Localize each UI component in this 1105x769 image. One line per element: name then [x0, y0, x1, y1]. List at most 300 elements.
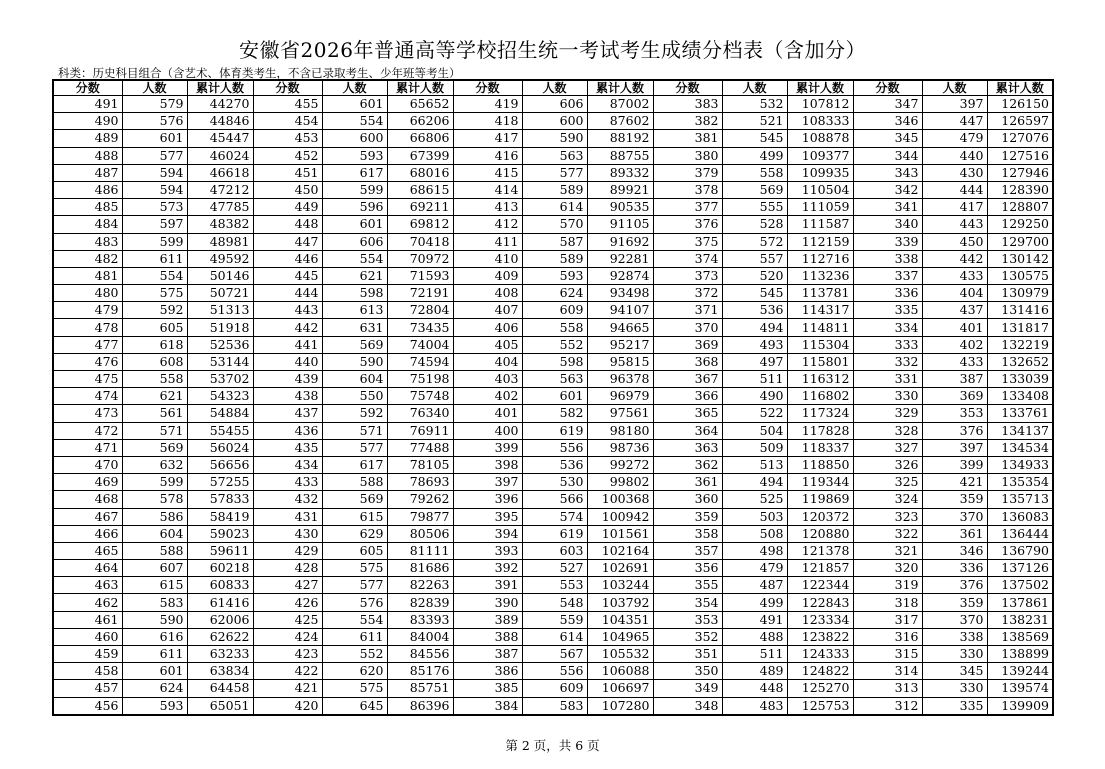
table-cell: 139574	[987, 680, 1053, 697]
table-row	[53, 371, 1053, 388]
table-cell: 81111	[387, 542, 453, 559]
table-cell: 574	[522, 508, 587, 525]
table-cell: 117324	[787, 405, 853, 422]
table-cell: 618	[122, 336, 187, 353]
table-cell: 48981	[187, 233, 253, 250]
table-cell: 330	[853, 388, 922, 405]
table-row	[53, 353, 1053, 370]
table-cell: 563	[522, 371, 587, 388]
table-cell: 416	[453, 147, 522, 164]
table-cell: 464	[53, 560, 122, 577]
table-cell: 359	[922, 594, 987, 611]
table-cell: 107812	[787, 96, 853, 113]
table-cell: 457	[53, 680, 122, 697]
table-cell: 133761	[987, 405, 1053, 422]
table-row	[53, 542, 1053, 559]
table-cell: 119344	[787, 474, 853, 491]
table-cell: 328	[853, 422, 922, 439]
table-cell: 112159	[787, 233, 853, 250]
table-cell: 44270	[187, 96, 253, 113]
table-cell: 50146	[187, 267, 253, 284]
table-cell: 621	[122, 388, 187, 405]
table-cell: 330	[922, 680, 987, 697]
table-cell: 136083	[987, 508, 1053, 525]
table-cell: 361	[922, 525, 987, 542]
table-cell: 70972	[387, 250, 453, 267]
column-header: 分数	[853, 80, 922, 96]
table-cell: 56656	[187, 456, 253, 473]
table-cell: 95815	[587, 353, 653, 370]
table-cell: 415	[453, 164, 522, 181]
column-header: 人数	[322, 80, 387, 96]
table-cell: 615	[122, 577, 187, 594]
table-cell: 115801	[787, 353, 853, 370]
table-cell: 136444	[987, 525, 1053, 542]
table-cell: 329	[853, 405, 922, 422]
table-cell: 330	[922, 646, 987, 663]
table-cell: 334	[853, 319, 922, 336]
table-cell: 102691	[587, 560, 653, 577]
table-cell: 133039	[987, 371, 1053, 388]
table-cell: 462	[53, 594, 122, 611]
table-cell: 624	[522, 285, 587, 302]
table-cell: 399	[453, 439, 522, 456]
table-cell: 46024	[187, 147, 253, 164]
table-cell: 110504	[787, 181, 853, 198]
table-cell: 87002	[587, 96, 653, 113]
table-cell: 578	[122, 491, 187, 508]
table-cell: 54323	[187, 388, 253, 405]
table-cell: 466	[53, 525, 122, 542]
table-cell: 545	[722, 130, 787, 147]
table-cell: 617	[322, 456, 387, 473]
table-cell: 66206	[387, 113, 453, 130]
table-cell: 603	[522, 542, 587, 559]
table-cell: 405	[453, 336, 522, 353]
page-title: 安徽省2026年普通高等学校招生统一考试考生成绩分档表（含加分）	[239, 38, 866, 62]
table-cell: 536	[722, 302, 787, 319]
table-cell: 119869	[787, 491, 853, 508]
table-row	[53, 628, 1053, 645]
table-cell: 369	[922, 388, 987, 405]
table-cell: 572	[722, 233, 787, 250]
table-cell: 597	[122, 216, 187, 233]
table-cell: 361	[653, 474, 722, 491]
table-row	[53, 491, 1053, 508]
table-cell: 521	[722, 113, 787, 130]
table-cell: 131817	[987, 319, 1053, 336]
table-cell: 134534	[987, 439, 1053, 456]
table-cell: 489	[53, 130, 122, 147]
table-cell: 571	[122, 422, 187, 439]
table-cell: 349	[653, 680, 722, 697]
table-cell: 491	[53, 96, 122, 113]
table-cell: 488	[722, 628, 787, 645]
table-cell: 76911	[387, 422, 453, 439]
table-row	[53, 181, 1053, 198]
table-cell: 391	[453, 577, 522, 594]
table-cell: 333	[853, 336, 922, 353]
table-row	[53, 96, 1053, 113]
table-cell: 87602	[587, 113, 653, 130]
table-cell: 374	[653, 250, 722, 267]
table-cell: 52536	[187, 336, 253, 353]
table-cell: 632	[122, 456, 187, 473]
table-cell: 114811	[787, 319, 853, 336]
table-cell: 370	[922, 611, 987, 628]
table-cell: 130979	[987, 285, 1053, 302]
table-cell: 561	[122, 405, 187, 422]
table-cell: 118850	[787, 456, 853, 473]
table-cell: 48382	[187, 216, 253, 233]
table-cell: 108333	[787, 113, 853, 130]
table-cell: 94665	[587, 319, 653, 336]
table-cell: 315	[853, 646, 922, 663]
table-cell: 454	[253, 113, 322, 130]
table-cell: 133408	[987, 388, 1053, 405]
table-cell: 85176	[387, 663, 453, 680]
table-cell: 117828	[787, 422, 853, 439]
table-cell: 348	[653, 697, 722, 715]
table-cell: 554	[122, 267, 187, 284]
table-cell: 121857	[787, 560, 853, 577]
table-cell: 327	[853, 439, 922, 456]
table-cell: 590	[522, 130, 587, 147]
table-cell: 569	[722, 181, 787, 198]
table-cell: 403	[453, 371, 522, 388]
table-cell: 445	[253, 267, 322, 284]
table-cell: 342	[853, 181, 922, 198]
table-cell: 138899	[987, 646, 1053, 663]
table-cell: 390	[453, 594, 522, 611]
table-cell: 601	[322, 216, 387, 233]
table-cell: 321	[853, 542, 922, 559]
table-cell: 63233	[187, 646, 253, 663]
table-row	[53, 577, 1053, 594]
table-cell: 482	[53, 250, 122, 267]
table-cell: 68016	[387, 164, 453, 181]
table-cell: 434	[253, 456, 322, 473]
table-cell: 433	[922, 353, 987, 370]
table-cell: 121378	[787, 542, 853, 559]
table-cell: 397	[453, 474, 522, 491]
table-cell: 490	[722, 388, 787, 405]
table-cell: 446	[253, 250, 322, 267]
table-cell: 399	[922, 456, 987, 473]
table-row	[53, 319, 1053, 336]
table-cell: 325	[853, 474, 922, 491]
table-cell: 590	[322, 353, 387, 370]
table-cell: 314	[853, 663, 922, 680]
table-cell: 77488	[387, 439, 453, 456]
table-cell: 522	[722, 405, 787, 422]
table-cell: 435	[253, 439, 322, 456]
table-cell: 57833	[187, 491, 253, 508]
table-cell: 367	[653, 371, 722, 388]
table-cell: 96378	[587, 371, 653, 388]
table-cell: 511	[722, 646, 787, 663]
table-cell: 579	[122, 96, 187, 113]
table-cell: 398	[453, 456, 522, 473]
table-cell: 137502	[987, 577, 1053, 594]
table-cell: 79877	[387, 508, 453, 525]
table-cell: 448	[253, 216, 322, 233]
table-cell: 573	[122, 199, 187, 216]
table-cell: 376	[922, 422, 987, 439]
table-cell: 125270	[787, 680, 853, 697]
table-cell: 607	[122, 560, 187, 577]
table-cell: 402	[922, 336, 987, 353]
table-cell: 483	[53, 233, 122, 250]
table-cell: 417	[922, 199, 987, 216]
table-cell: 44846	[187, 113, 253, 130]
table-cell: 614	[522, 628, 587, 645]
table-cell: 75198	[387, 371, 453, 388]
table-cell: 65051	[187, 697, 253, 715]
table-cell: 488	[53, 147, 122, 164]
table-cell: 98736	[587, 439, 653, 456]
table-cell: 617	[322, 164, 387, 181]
table-cell: 556	[522, 663, 587, 680]
table-row	[53, 456, 1053, 473]
table-cell: 442	[922, 250, 987, 267]
table-cell: 111059	[787, 199, 853, 216]
table-cell: 616	[122, 628, 187, 645]
table-cell: 645	[322, 697, 387, 715]
table-cell: 420	[253, 697, 322, 715]
table-cell: 63834	[187, 663, 253, 680]
column-header: 分数	[253, 80, 322, 96]
table-cell: 451	[253, 164, 322, 181]
table-cell: 596	[322, 199, 387, 216]
table-cell: 74594	[387, 353, 453, 370]
table-cell: 346	[853, 113, 922, 130]
table-cell: 68615	[387, 181, 453, 198]
table-cell: 113781	[787, 285, 853, 302]
table-cell: 490	[53, 113, 122, 130]
table-cell: 414	[453, 181, 522, 198]
table-cell: 99802	[587, 474, 653, 491]
table-cell: 106697	[587, 680, 653, 697]
table-cell: 92281	[587, 250, 653, 267]
table-cell: 473	[53, 405, 122, 422]
table-cell: 599	[122, 233, 187, 250]
table-cell: 69211	[387, 199, 453, 216]
table-cell: 88755	[587, 147, 653, 164]
table-cell: 609	[522, 680, 587, 697]
table-cell: 471	[53, 439, 122, 456]
table-cell: 109377	[787, 147, 853, 164]
table-cell: 109935	[787, 164, 853, 181]
column-header: 人数	[722, 80, 787, 96]
column-header: 累计人数	[787, 80, 853, 96]
table-row	[53, 285, 1053, 302]
table-cell: 104965	[587, 628, 653, 645]
table-cell: 345	[922, 663, 987, 680]
table-cell: 404	[922, 285, 987, 302]
table-cell: 47785	[187, 199, 253, 216]
table-cell: 489	[722, 663, 787, 680]
table-cell: 378	[653, 181, 722, 198]
table-row	[53, 422, 1053, 439]
table-cell: 113236	[787, 267, 853, 284]
table-cell: 370	[922, 508, 987, 525]
table-cell: 599	[322, 181, 387, 198]
table-row	[53, 525, 1053, 542]
table-cell: 468	[53, 491, 122, 508]
table-cell: 554	[322, 250, 387, 267]
table-cell: 60218	[187, 560, 253, 577]
table-cell: 592	[122, 302, 187, 319]
table-cell: 105532	[587, 646, 653, 663]
column-header: 分数	[653, 80, 722, 96]
table-body	[53, 96, 1053, 715]
table-cell: 78105	[387, 456, 453, 473]
table-cell: 51313	[187, 302, 253, 319]
table-cell: 56024	[187, 439, 253, 456]
table-cell: 439	[253, 371, 322, 388]
column-header: 累计人数	[587, 80, 653, 96]
table-cell: 323	[853, 508, 922, 525]
column-header: 人数	[522, 80, 587, 96]
table-cell: 120372	[787, 508, 853, 525]
table-cell: 412	[453, 216, 522, 233]
table-cell: 100368	[587, 491, 653, 508]
table-cell: 563	[522, 147, 587, 164]
column-header: 人数	[922, 80, 987, 96]
table-cell: 421	[253, 680, 322, 697]
table-cell: 130575	[987, 267, 1053, 284]
table-cell: 477	[53, 336, 122, 353]
table-cell: 530	[522, 474, 587, 491]
table-cell: 387	[922, 371, 987, 388]
table-cell: 393	[453, 542, 522, 559]
table-row	[53, 130, 1053, 147]
table-cell: 528	[722, 216, 787, 233]
table-cell: 91105	[587, 216, 653, 233]
table-cell: 72191	[387, 285, 453, 302]
table-cell: 336	[853, 285, 922, 302]
table-cell: 118337	[787, 439, 853, 456]
table-cell: 373	[653, 267, 722, 284]
table-cell: 520	[722, 267, 787, 284]
table-cell: 552	[322, 646, 387, 663]
table-cell: 347	[853, 96, 922, 113]
table-cell: 588	[322, 474, 387, 491]
table-cell: 423	[253, 646, 322, 663]
table-cell: 474	[53, 388, 122, 405]
table-cell: 583	[522, 697, 587, 715]
table-cell: 556	[522, 439, 587, 456]
table-cell: 131416	[987, 302, 1053, 319]
table-cell: 550	[322, 388, 387, 405]
table-cell: 429	[253, 542, 322, 559]
table-cell: 375	[653, 233, 722, 250]
table-cell: 427	[253, 577, 322, 594]
table-cell: 409	[453, 267, 522, 284]
table-cell: 559	[522, 611, 587, 628]
table-cell: 369	[653, 336, 722, 353]
table-cell: 397	[922, 439, 987, 456]
table-cell: 448	[722, 680, 787, 697]
table-cell: 442	[253, 319, 322, 336]
table-cell: 129700	[987, 233, 1053, 250]
table-cell: 404	[453, 353, 522, 370]
table-row	[53, 663, 1053, 680]
table-cell: 81686	[387, 560, 453, 577]
table-cell: 64458	[187, 680, 253, 697]
table-cell: 60833	[187, 577, 253, 594]
table-cell: 437	[922, 302, 987, 319]
table-cell: 594	[122, 181, 187, 198]
table-cell: 417	[453, 130, 522, 147]
table-cell: 592	[322, 405, 387, 422]
table-cell: 604	[322, 371, 387, 388]
table-cell: 499	[722, 147, 787, 164]
table-cell: 487	[722, 577, 787, 594]
table-row	[53, 388, 1053, 405]
table-cell: 350	[653, 663, 722, 680]
table-cell: 576	[322, 594, 387, 611]
table-cell: 107280	[587, 697, 653, 715]
table-cell: 476	[53, 353, 122, 370]
table-cell: 611	[122, 646, 187, 663]
table-cell: 456	[53, 697, 122, 715]
table-cell: 554	[322, 113, 387, 130]
table-cell: 139909	[987, 697, 1053, 715]
table-cell: 58419	[187, 508, 253, 525]
table-cell: 593	[522, 267, 587, 284]
table-cell: 567	[522, 646, 587, 663]
table-cell: 453	[253, 130, 322, 147]
table-cell: 449	[253, 199, 322, 216]
table-cell: 450	[253, 181, 322, 198]
table-cell: 436	[253, 422, 322, 439]
table-cell: 586	[122, 508, 187, 525]
table-cell: 552	[522, 336, 587, 353]
table-cell: 364	[653, 422, 722, 439]
column-header: 累计人数	[387, 80, 453, 96]
table-cell: 410	[453, 250, 522, 267]
column-header: 分数	[453, 80, 522, 96]
table-cell: 433	[922, 267, 987, 284]
table-cell: 494	[722, 319, 787, 336]
table-cell: 455	[253, 96, 322, 113]
table-cell: 137126	[987, 560, 1053, 577]
table-cell: 74004	[387, 336, 453, 353]
table-cell: 138569	[987, 628, 1053, 645]
table-cell: 407	[453, 302, 522, 319]
table-cell: 372	[653, 285, 722, 302]
table-cell: 384	[453, 697, 522, 715]
table-row	[53, 267, 1053, 284]
table-cell: 394	[453, 525, 522, 542]
table-cell: 134933	[987, 456, 1053, 473]
table-row	[53, 250, 1053, 267]
table-cell: 430	[253, 525, 322, 542]
table-cell: 447	[253, 233, 322, 250]
table-cell: 450	[922, 233, 987, 250]
table-cell: 53144	[187, 353, 253, 370]
table-cell: 365	[653, 405, 722, 422]
table-cell: 317	[853, 611, 922, 628]
table-row	[53, 199, 1053, 216]
table-cell: 467	[53, 508, 122, 525]
table-cell: 611	[322, 628, 387, 645]
table-cell: 53702	[187, 371, 253, 388]
table-cell: 589	[522, 181, 587, 198]
table-cell: 88192	[587, 130, 653, 147]
